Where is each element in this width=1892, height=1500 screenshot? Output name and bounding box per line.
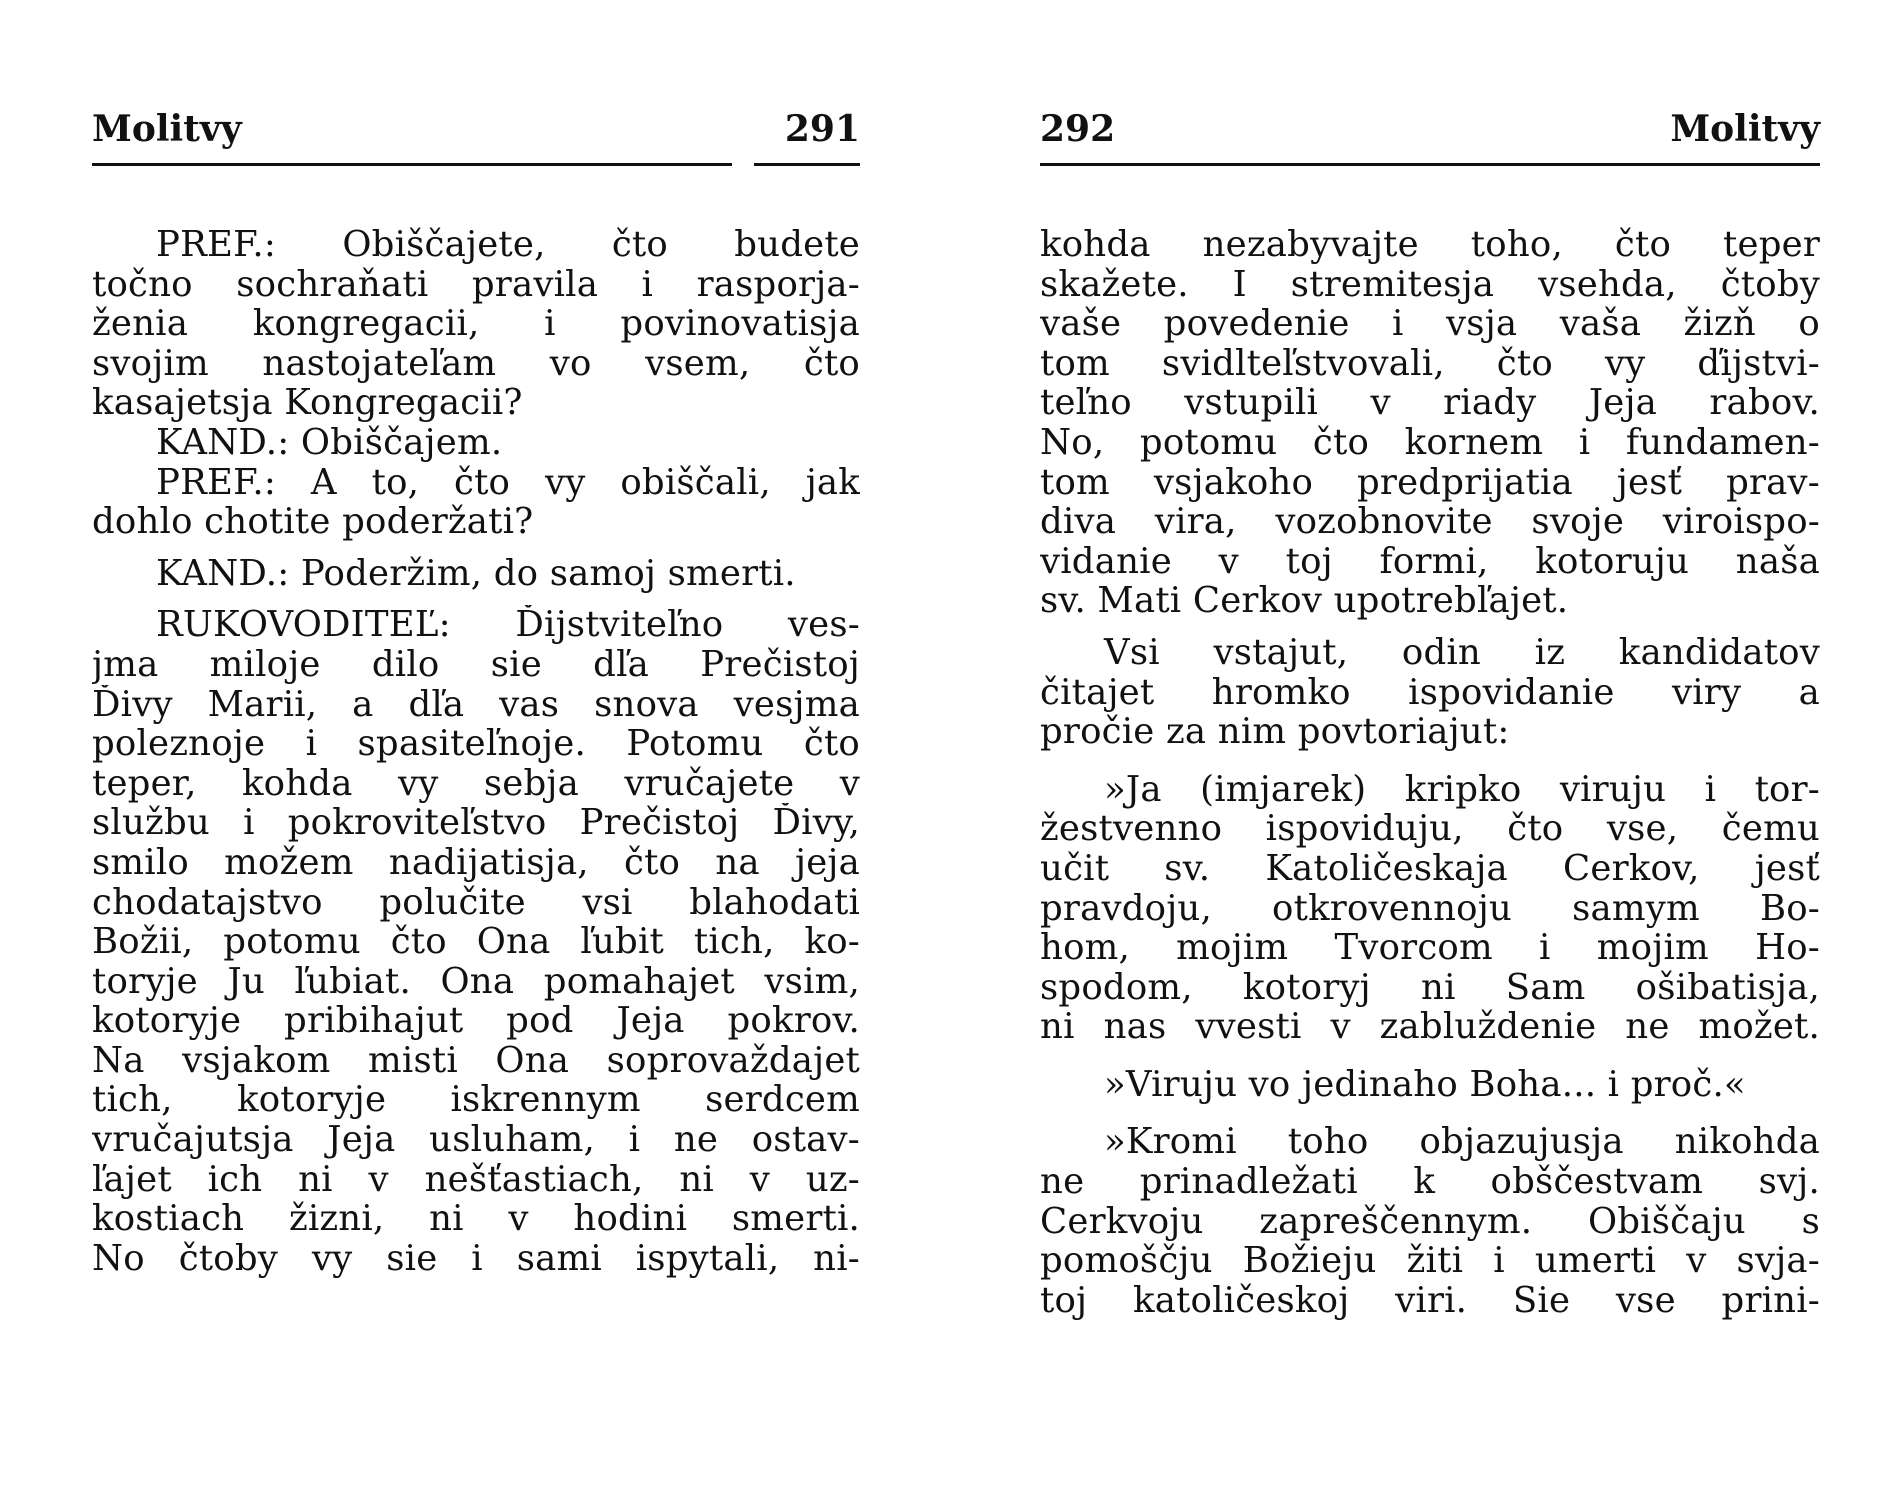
left-page-header [92, 100, 860, 158]
right-body-text [1040, 225, 1820, 1320]
text-line: kotoryje pribihajut pod Jeja pokrov. [92, 1001, 860, 1041]
left-page-number: 291 [784, 108, 860, 150]
right-header-rule [1040, 163, 1820, 166]
text-line: kohda nezabyvajte toho, čto teper [1040, 225, 1820, 265]
text-line: kasajetsja Kongregacii? [92, 383, 523, 423]
left-header-rule-number [754, 163, 860, 166]
right-running-title: Molitvy [1670, 108, 1820, 150]
text-line: KAND.: Poderžim, do samoj smerti. [156, 553, 796, 594]
text-line: pravdoju, otkrovennoju samym Bo- [1040, 888, 1820, 929]
text-line: Božii, potomu čto Ona ľubit tich, ko- [92, 922, 860, 962]
text-line: Na vsjakom misti Ona soprovaždajet [92, 1040, 860, 1081]
text-line: tich, kotoryje iskrennym serdcem [92, 1080, 860, 1121]
text-line: toryje Ju ľubiat. Ona pomahajet vsim, [92, 961, 860, 1002]
text-line: tom vsjakoho predprijatia jesť prav- [1040, 462, 1820, 503]
left-running-title: Molitvy [92, 108, 242, 150]
text-line: jma miloje dilo sie dľa Prečistoj [92, 644, 860, 685]
text-line: ženia kongregacii, i povinovatisja [92, 304, 860, 344]
text-line: RUKOVODITEĽ: Ďijstviteľno ves- [156, 605, 860, 645]
text-line: čitajet hromko ispovidanie viry a [1040, 672, 1820, 713]
text-line: vidanie v toj formi, kotoruju naša [1040, 541, 1820, 582]
text-line: kostiach žizni, ni v hodini smerti. [92, 1199, 860, 1239]
text-line: tom svidlteľstvovali, čto vy ďijstvi- [1040, 343, 1820, 384]
text-line: učit sv. Katoličeskaja Cerkov, jesť [1040, 848, 1820, 889]
text-line: vručajutsja Jeja usluham, i ne ostav- [92, 1120, 860, 1160]
text-line: Ďivy Marii, a dľa vas snova vesjma [92, 684, 860, 725]
left-page [92, 0, 860, 1500]
text-line: poleznoje i spasiteľnoje. Potomu čto [92, 724, 860, 764]
text-line: No čtoby vy sie i sami ispytali, ni- [92, 1238, 860, 1279]
text-line: svojim nastojateľam vo vsem, čto [92, 343, 860, 384]
text-line: toj katoličeskoj viri. Sie vse prini- [1040, 1280, 1820, 1321]
text-line: dohlo chotite poderžati? [92, 502, 534, 542]
text-line: »Ja (imjarek) kripko viruju i tor- [1104, 769, 1820, 810]
text-line: smilo možem nadijatisja, čto na jeja [92, 842, 860, 883]
text-line: chodatajstvo polučite vsi blahodati [92, 882, 860, 923]
text-line: ľajet ich ni v nešťastiach, ni v uz- [92, 1159, 860, 1200]
text-line: teľno vstupili v riady Jeja rabov. [1040, 383, 1820, 423]
left-body-text [92, 225, 860, 1278]
text-line: točno sochraňati pravila i rasporja- [92, 264, 860, 305]
text-line: Cerkvoju zapreščennym. Obiščaju s [1040, 1201, 1820, 1242]
right-page-header [1040, 100, 1820, 158]
text-line: ne prinadležati k obščestvam svj. [1040, 1162, 1820, 1202]
right-page [1040, 0, 1820, 1500]
text-line: ni nas vvesti v zabluždenie ne možet. [1040, 1007, 1820, 1047]
text-line: »Kromi toho objazujusja nikohda [1104, 1122, 1820, 1163]
text-line: pročie za nim povtoriajut: [1040, 712, 1510, 752]
text-line: skažete. I stremitesja vsehda, čtoby [1040, 264, 1820, 305]
text-line: pomoščju Božieju žiti i umerti v svja- [1040, 1241, 1820, 1281]
text-line: sv. Mati Cerkov upotrebľajet. [1040, 581, 1569, 621]
text-line: PREF.: Obiščajete, čto budete [156, 225, 860, 265]
text-line: vaše povedenie i vsja vaša žizň o [1040, 304, 1820, 344]
text-line: spodom, kotoryj ni Sam ošibatisja, [1040, 967, 1820, 1008]
text-line: »Viruju vo jedinaho Boha... i proč.« [1104, 1064, 1746, 1105]
text-line: žestvenno ispoviduju, čto vse, čemu [1040, 809, 1820, 849]
text-line: Vsi vstajut, odin iz kandidatov [1104, 632, 1820, 673]
text-line: hom, mojim Tvorcom i mojim Ho- [1040, 928, 1820, 968]
right-page-number: 292 [1040, 108, 1116, 150]
text-line: službu i pokroviteľstvo Prečistoj Ďivy, [92, 803, 860, 843]
left-header-rule [92, 163, 732, 166]
text-line: diva vira, vozobnovite svoje viroispo- [1040, 502, 1820, 542]
text-line: KAND.: Obiščajem. [156, 422, 503, 463]
text-line: No, potomu čto kornem i fundamen- [1040, 422, 1820, 463]
text-line: teper, kohda vy sebja vručajete v [92, 763, 860, 804]
text-line: PREF.: A to, čto vy obiščali, jak [156, 462, 860, 503]
